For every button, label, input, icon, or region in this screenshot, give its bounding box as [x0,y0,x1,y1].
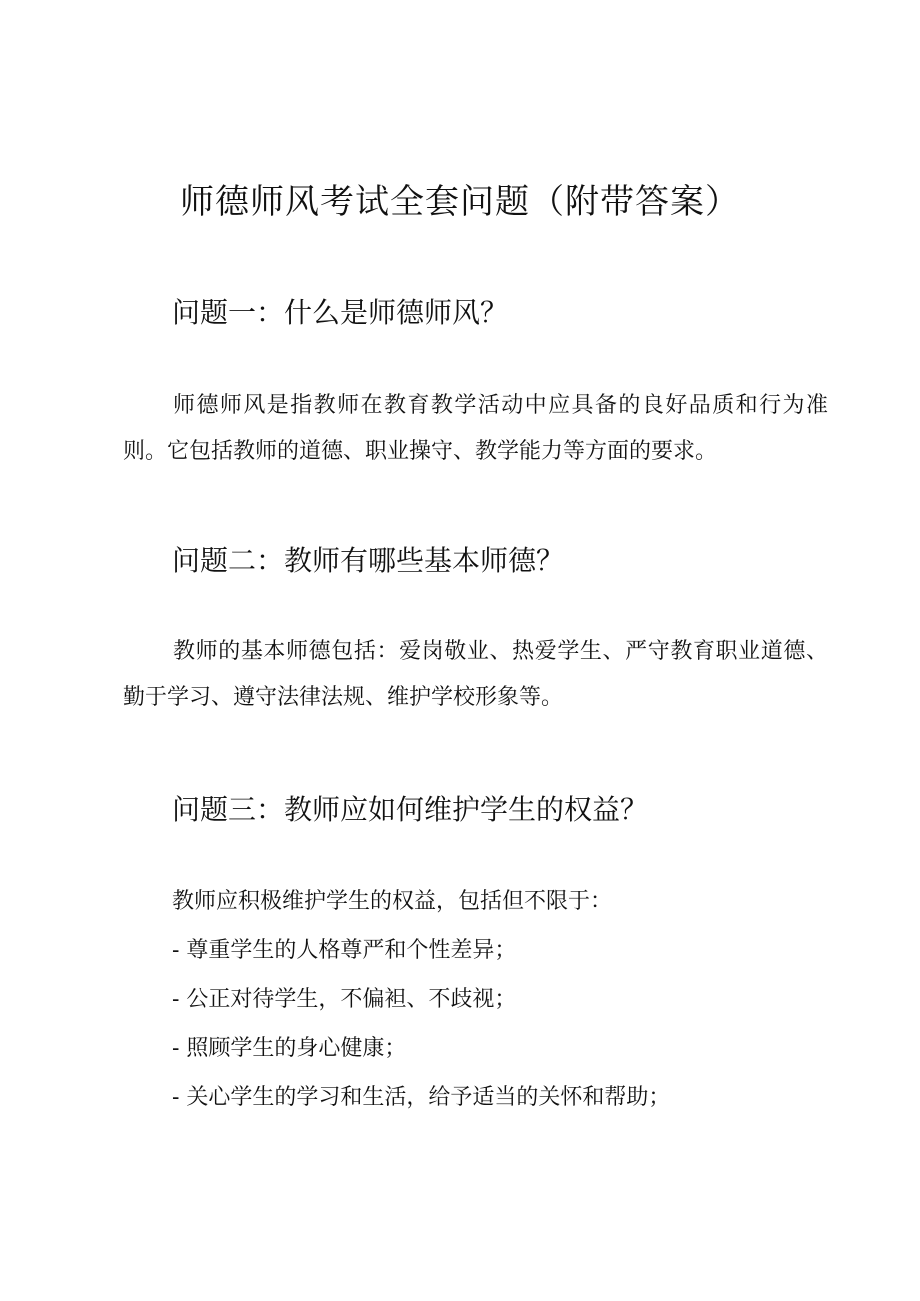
question-3-list [172,935,670,1131]
question-1-answer: 师德师风是指教师在教育教学活动中应具备的良好品质和行为准则。它包括教师的道德、职业操守、教学能力等方面的要求。 [123,393,828,464]
list-item: - 公正对待学生，不偏袒、不歧视； [172,987,517,1012]
question-1-heading: 问题一：什么是师德师风？ [172,296,509,329]
list-item: - 关心学生的学习和生活，给予适当的关怀和帮助； [172,1085,671,1110]
question-2-heading: 问题二：教师有哪些基本师德？ [172,544,565,577]
list-item: - 照顾学生的身心健康； [172,1036,407,1061]
question-3-intro: 教师应积极维护学生的权益，包括但不限于： [172,889,613,914]
question-3-heading: 问题三：教师应如何维护学生的权益？ [172,793,649,826]
question-2-answer: 教师的基本师德包括：爱岗敬业、热爱学生、严守教育职业道德、勤于学习、遵守法律法规、维护学校形象等。 [123,639,828,710]
list-item: - 尊重学生的人格尊严和个性差异； [172,938,517,963]
document-title: 师德师风考试全套问题（附带答案） [180,182,740,222]
